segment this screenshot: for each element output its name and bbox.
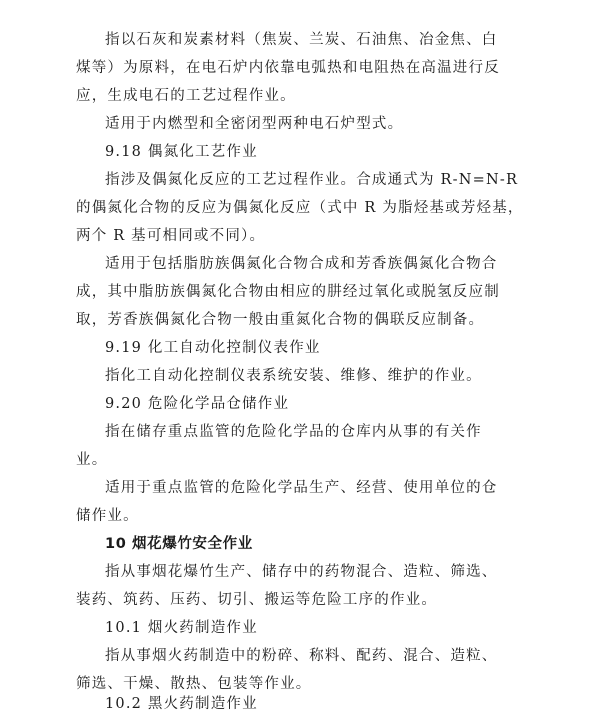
paragraph-line: 指化工自动化控制仪表系统安装、维修、维护的作业。 [105,368,482,384]
section-heading-9-20: 9.20 危险化学品仓储作业 [105,396,290,412]
paragraph-line: 适用于重点监管的危险化学品生产、经营、使用单位的仓 [105,480,498,496]
paragraph-line: 适用于内燃型和全密闭型两种电石炉型式。 [105,116,404,132]
paragraph-line: 指从事烟花爆竹生产、储存中的药物混合、造粒、筛选、 [105,564,498,580]
paragraph-line: 煤等）为原料，在电石炉内依靠电弧热和电阻热在高温进行反 [76,60,500,76]
paragraph-line: 储作业。 [76,508,139,524]
paragraph-line: 指在储存重点监管的危险化学品的仓库内从事的有关作 [105,424,482,440]
paragraph-line: 筛选、干燥、散热、包装等作业。 [76,676,312,692]
paragraph-line: 业。 [76,452,108,468]
paragraph-line: 取，芳香族偶氮化合物一般由重氮化合物的偶联反应制备。 [76,312,485,328]
section-heading-10-1: 10.1 烟火药制造作业 [105,620,258,636]
paragraph-line: 两个 R 基可相同或不同）。 [76,228,266,244]
section-heading-9-19: 9.19 化工自动化控制仪表作业 [105,340,321,356]
paragraph-line: 成，其中脂肪族偶氮化合物由相应的肼经过氧化或脱氢反应制 [76,284,500,300]
section-heading-10-2: 10.2 黑火药制造作业 [105,696,258,712]
paragraph-line: 指从事烟火药制造中的粉碎、称料、配药、混合、造粒、 [105,648,498,664]
paragraph-line: 应，生成电石的工艺过程作业。 [76,88,296,104]
section-heading-9-18: 9.18 偶氮化工艺作业 [105,144,258,160]
paragraph-line: 指涉及偶氮化反应的工艺过程作业。合成通式为 R-N=N-R [105,172,519,188]
paragraph-line: 装药、筑药、压药、切引、搬运等危险工序的作业。 [76,592,438,608]
chapter-heading-10: 10 烟花爆竹安全作业 [105,536,253,552]
paragraph-line: 的偶氮化合物的反应为偶氮化反应（式中 R 为脂烃基或芳烃基， [76,200,524,216]
paragraph-line: 指以石灰和炭素材料（焦炭、兰炭、石油焦、冶金焦、白 [105,32,498,48]
paragraph-line: 适用于包括脂肪族偶氮化合物合成和芳香族偶氮化合物合 [105,256,498,272]
